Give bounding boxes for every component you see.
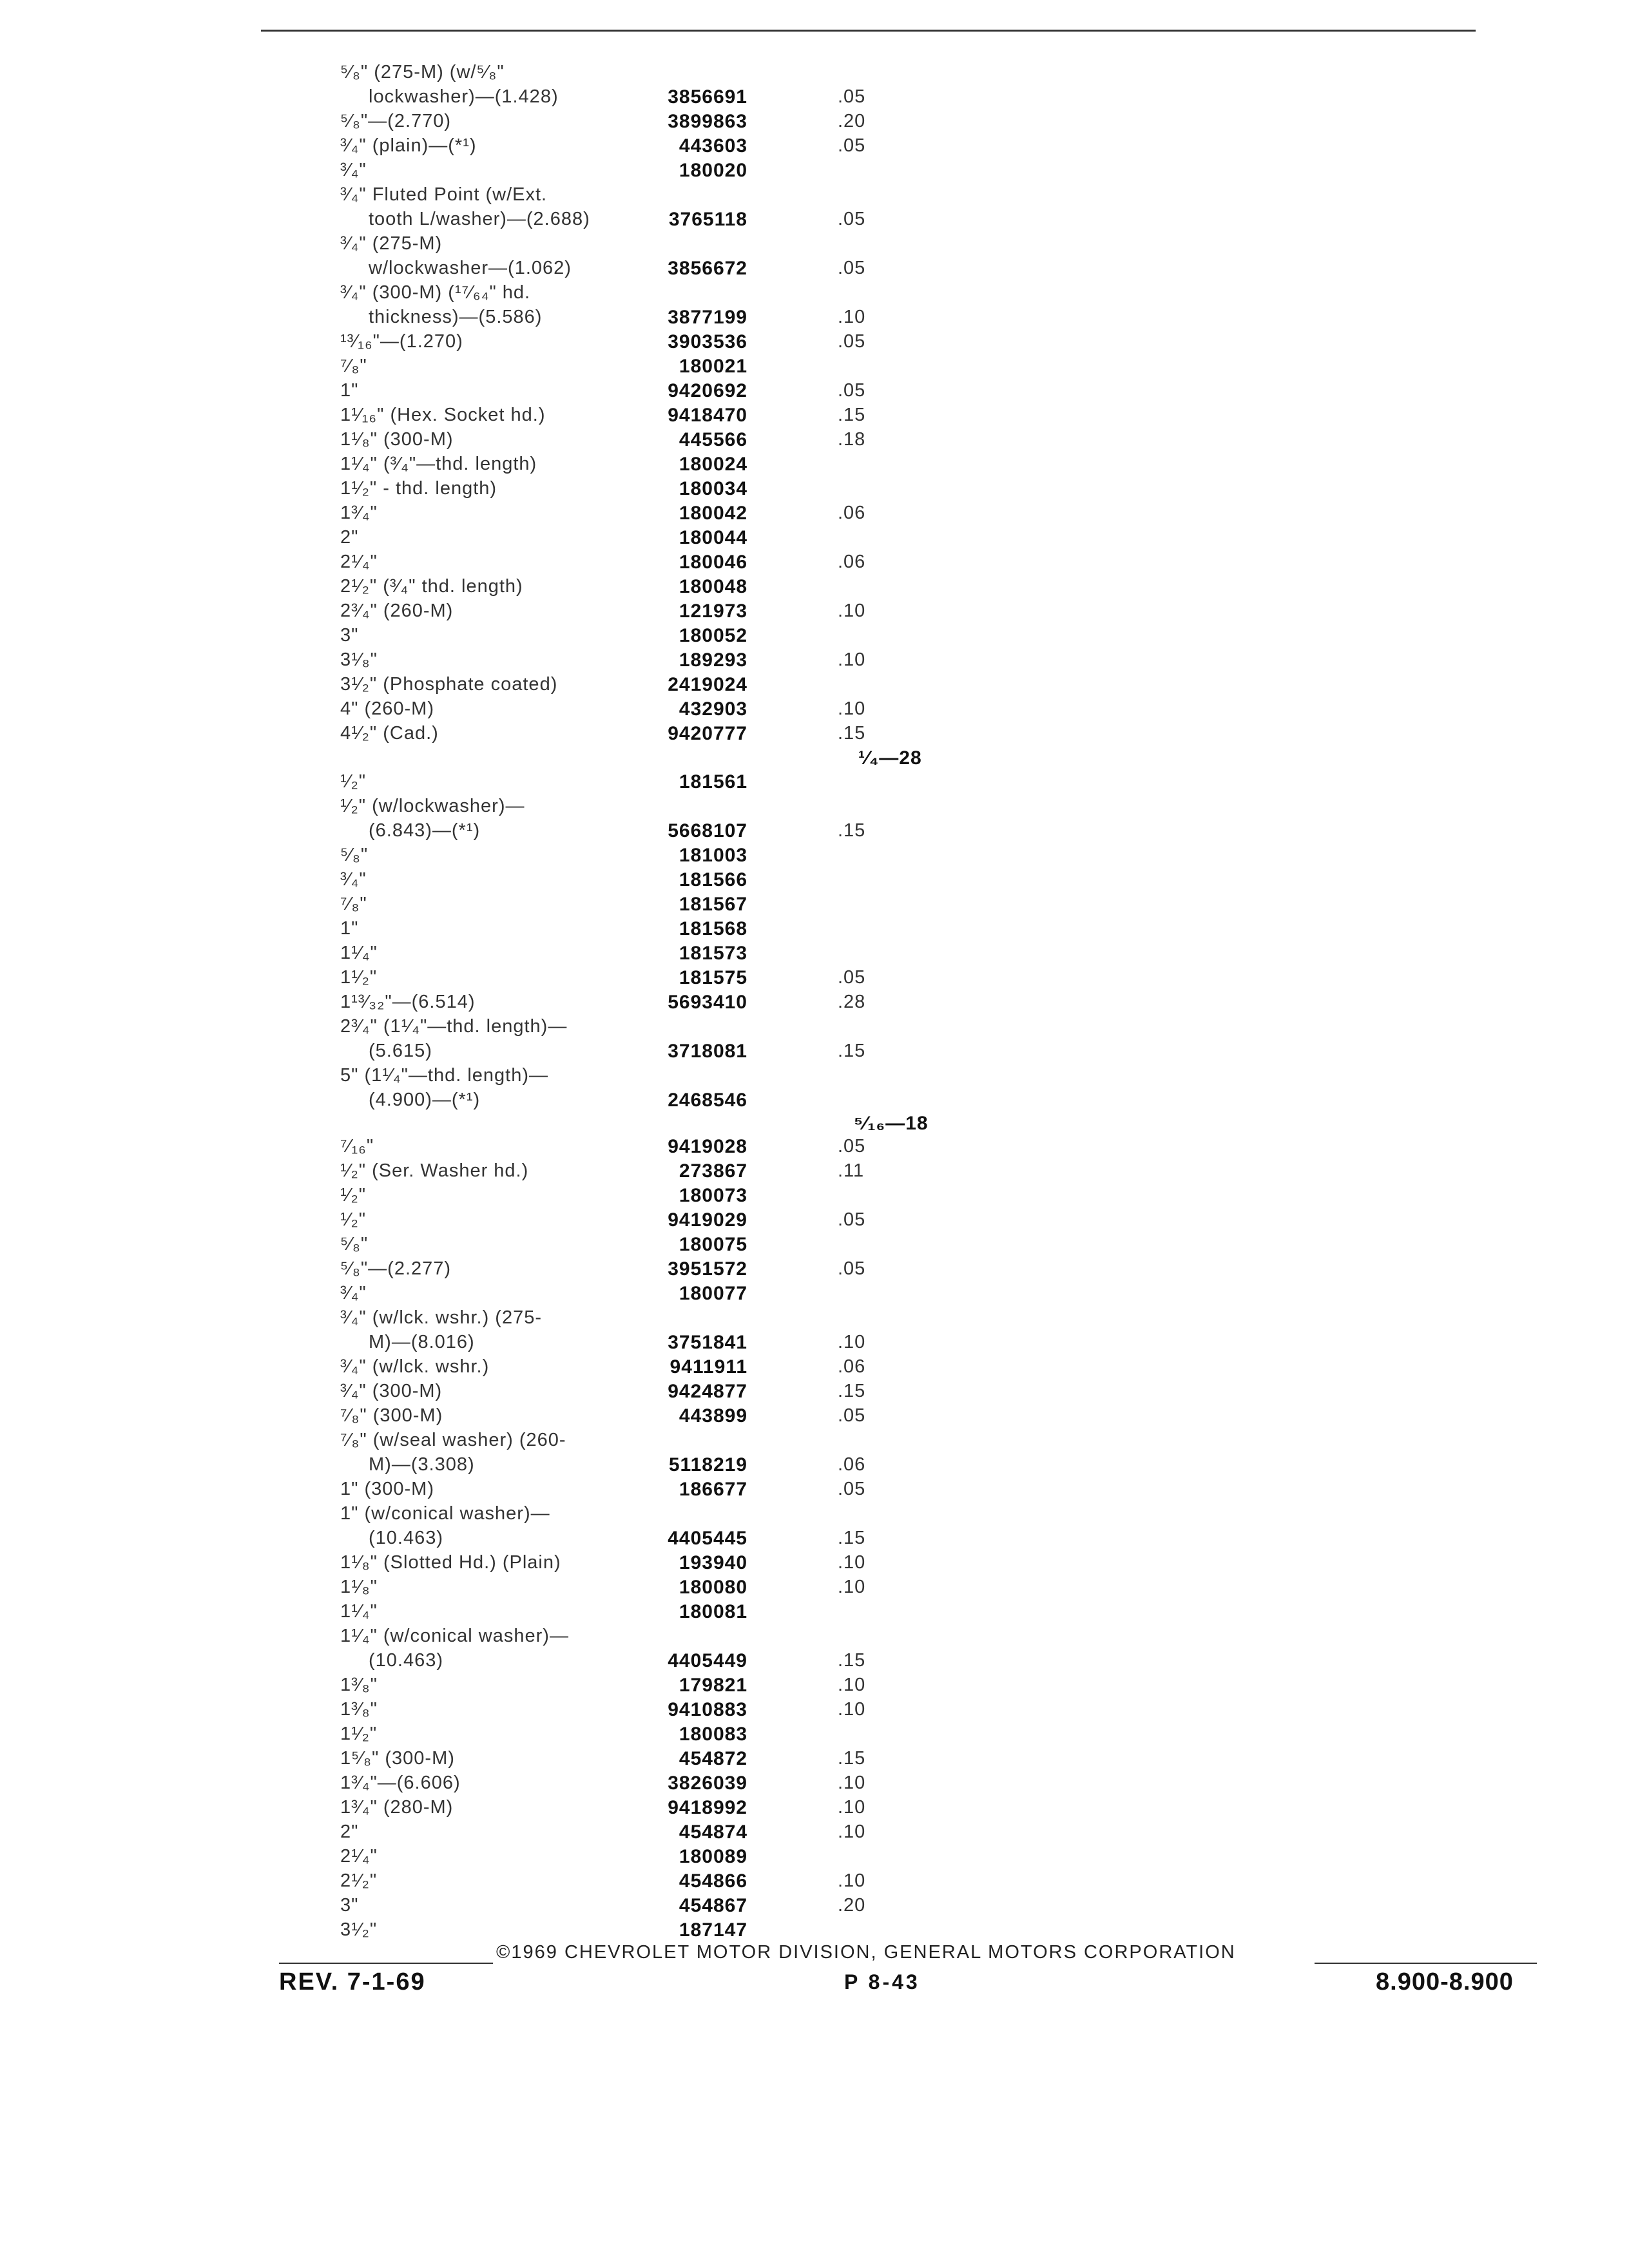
- table-row: [0, 184, 1629, 209]
- part-quantity: .20: [838, 1895, 866, 1916]
- part-quantity: .10: [838, 1675, 866, 1695]
- section-heading-five-sixteenths-18: ⁵⁄₁₆—18: [854, 1113, 929, 1134]
- part-number: 4405449: [668, 1650, 747, 1671]
- part-description: ³⁄₄" (300-M): [340, 1381, 443, 1401]
- part-quantity: .15: [838, 723, 866, 744]
- table-row: [0, 771, 1629, 796]
- part-description: 2¹⁄₂" (³⁄₄" thd. length): [340, 576, 523, 597]
- part-quantity: .18: [838, 429, 866, 450]
- part-quantity: .05: [838, 1258, 866, 1279]
- part-quantity: .05: [838, 135, 866, 156]
- part-description: 1¹³⁄₃₂"—(6.514): [340, 992, 476, 1012]
- table-row: [0, 1577, 1629, 1601]
- part-description: M)—(8.016): [369, 1332, 475, 1352]
- page-number: P 8-43: [844, 1970, 920, 1994]
- table-row: [0, 1626, 1629, 1650]
- part-number: 443603: [679, 135, 747, 157]
- table-row: [0, 307, 1629, 331]
- part-quantity: .15: [838, 820, 866, 841]
- part-description: ³⁄₄" (plain)—(*¹): [340, 135, 477, 156]
- table-row: [0, 1724, 1629, 1748]
- part-quantity: .05: [838, 967, 866, 988]
- part-description: 5" (1¹⁄₄"—thd. length)—: [340, 1065, 548, 1086]
- part-quantity: .05: [838, 1209, 866, 1230]
- part-number: 181003: [679, 845, 747, 866]
- part-description: 1³⁄₈": [340, 1675, 378, 1695]
- part-quantity: .05: [838, 1136, 866, 1157]
- part-number: 179821: [679, 1675, 747, 1696]
- part-description: 1¹⁄₄": [340, 943, 378, 963]
- table-row: [0, 869, 1629, 894]
- part-description: ³⁄₄" Fluted Point (w/Ext.: [340, 184, 548, 205]
- table-row: [0, 1895, 1629, 1919]
- part-number: 187147: [679, 1919, 747, 1941]
- table-row: [0, 723, 1629, 747]
- table-row: [0, 820, 1629, 845]
- table-row: [0, 1283, 1629, 1307]
- part-number: 454872: [679, 1748, 747, 1769]
- table-row: [0, 1160, 1629, 1185]
- part-number: 193940: [679, 1552, 747, 1573]
- part-number: 4405445: [668, 1528, 747, 1549]
- part-description: 3¹⁄₂": [340, 1919, 378, 1940]
- part-number: 180080: [679, 1577, 747, 1598]
- part-quantity: .10: [838, 649, 866, 670]
- part-quantity: .11: [838, 1160, 865, 1181]
- part-number: 443899: [679, 1405, 747, 1427]
- table-row: [0, 135, 1629, 160]
- table-row: [0, 1528, 1629, 1552]
- part-quantity: .06: [838, 552, 866, 572]
- part-quantity: .05: [838, 209, 866, 229]
- table-row: [0, 454, 1629, 478]
- part-number: 9420777: [668, 723, 747, 744]
- part-number: 3899863: [668, 111, 747, 132]
- part-description: ⁵⁄₈"—(2.770): [340, 111, 452, 131]
- part-quantity: .10: [838, 1552, 866, 1573]
- part-number: 3877199: [668, 307, 747, 328]
- table-row: [0, 674, 1629, 698]
- part-description: 1" (w/conical washer)—: [340, 1503, 550, 1524]
- table-row: [0, 1016, 1629, 1041]
- part-description: ⁷⁄₈" (300-M): [340, 1405, 443, 1426]
- part-description: 2¹⁄₄": [340, 1846, 378, 1867]
- part-number: 9418470: [668, 405, 747, 426]
- part-number: 3951572: [668, 1258, 747, 1280]
- part-number: 3765118: [668, 209, 747, 230]
- part-number: 180083: [679, 1724, 747, 1745]
- part-description: ³⁄₄" (300-M) (¹⁷⁄₆₄" hd.: [340, 282, 531, 303]
- part-number: 3751841: [668, 1332, 747, 1353]
- part-description: thickness)—(5.586): [369, 307, 543, 327]
- part-quantity: .15: [838, 1650, 866, 1671]
- table-row: [0, 1870, 1629, 1895]
- table-row: [0, 1650, 1629, 1675]
- part-quantity: .15: [838, 1528, 866, 1548]
- table-row: [0, 1405, 1629, 1430]
- table-row: [0, 1919, 1629, 1944]
- part-description: ³⁄₄": [340, 160, 367, 180]
- part-description: 1¹⁄₂" - thd. length): [340, 478, 497, 499]
- part-description: ¹⁄₂": [340, 771, 367, 792]
- part-description: ⁷⁄₁₆": [340, 1136, 374, 1157]
- part-number: 9420692: [668, 380, 747, 401]
- part-description: ⁷⁄₈": [340, 894, 367, 914]
- table-row: [0, 552, 1629, 576]
- part-number: 181566: [679, 869, 747, 890]
- part-number: 5668107: [668, 820, 747, 841]
- part-description: ³⁄₄" (275-M): [340, 233, 443, 254]
- part-number: 180048: [679, 576, 747, 597]
- table-row: [0, 1185, 1629, 1209]
- part-number: 5118219: [668, 1454, 747, 1475]
- part-quantity: .10: [838, 698, 866, 719]
- part-number: 454866: [679, 1870, 747, 1892]
- part-description: 1": [340, 918, 359, 939]
- part-description: 1": [340, 380, 359, 401]
- part-description: ¹⁄₂": [340, 1185, 367, 1206]
- table-row: [0, 1821, 1629, 1846]
- part-number: 9419028: [668, 1136, 747, 1157]
- part-description: 2³⁄₄" (260-M): [340, 601, 454, 621]
- part-number: 180081: [679, 1601, 747, 1622]
- part-description: ¹³⁄₁₆"—(1.270): [340, 331, 463, 352]
- part-quantity: .15: [838, 1381, 866, 1401]
- table-row: [0, 1065, 1629, 1090]
- part-number: 181573: [679, 943, 747, 964]
- table-row: [0, 1136, 1629, 1160]
- part-number: 180044: [679, 527, 747, 548]
- part-description: 1¹⁄₂": [340, 1724, 378, 1744]
- table-row: [0, 796, 1629, 820]
- part-number: 181567: [679, 894, 747, 915]
- part-description: (10.463): [369, 1650, 444, 1671]
- part-description: ⁷⁄₈" (w/seal washer) (260-: [340, 1430, 566, 1450]
- part-quantity: .10: [838, 1797, 866, 1818]
- table-row: [0, 1479, 1629, 1503]
- part-description: 4¹⁄₂" (Cad.): [340, 723, 439, 744]
- part-quantity: .10: [838, 307, 866, 327]
- part-description: (4.900)—(*¹): [369, 1090, 481, 1110]
- part-number: 2468546: [668, 1090, 747, 1111]
- part-description: (6.843)—(*¹): [369, 820, 481, 841]
- part-number: 180034: [679, 478, 747, 499]
- revision-date: REV. 7-1-69: [279, 1968, 426, 1995]
- part-quantity: .06: [838, 503, 866, 523]
- table-row: [0, 1041, 1629, 1065]
- part-description: ⁵⁄₈": [340, 845, 369, 865]
- table-row: [0, 1601, 1629, 1626]
- table-row: [0, 1699, 1629, 1724]
- part-description: ¹⁄₂" (w/lockwasher)—: [340, 796, 525, 816]
- table-row: [0, 649, 1629, 674]
- table-row: [0, 1773, 1629, 1797]
- part-description: 1¹⁄₄": [340, 1601, 378, 1622]
- part-description: 3¹⁄₈": [340, 649, 378, 670]
- footer-rule-right: [1315, 1963, 1537, 1964]
- part-quantity: .05: [838, 1479, 866, 1499]
- table-row: [0, 1552, 1629, 1577]
- part-number: 180052: [679, 625, 747, 646]
- part-number: 180075: [679, 1234, 747, 1255]
- table-row: [0, 894, 1629, 918]
- part-description: ⁵⁄₈" (275-M) (w/⁵⁄₈": [340, 62, 505, 82]
- table-row: [0, 1332, 1629, 1356]
- part-quantity: .28: [838, 992, 866, 1012]
- part-number: 180021: [679, 356, 747, 377]
- table-row: [0, 625, 1629, 649]
- part-number: 3856691: [668, 86, 747, 108]
- table-row: [0, 1090, 1629, 1114]
- table-row: [0, 478, 1629, 503]
- part-number: 445566: [679, 429, 747, 450]
- part-description: ³⁄₄" (w/lck. wshr.) (275-: [340, 1307, 543, 1328]
- part-description: 4" (260-M): [340, 698, 434, 719]
- part-description: 1¹⁄₈": [340, 1577, 378, 1597]
- table-row: [0, 1748, 1629, 1773]
- table-row: [0, 209, 1629, 233]
- part-quantity: .05: [838, 258, 866, 278]
- part-quantity: .10: [838, 1332, 866, 1352]
- part-quantity: .05: [838, 86, 866, 107]
- part-number: 180077: [679, 1283, 747, 1304]
- part-number: 273867: [679, 1160, 747, 1182]
- table-row: [0, 62, 1629, 86]
- group-range: 8.900-8.900: [1376, 1968, 1514, 1995]
- table-row: [0, 918, 1629, 943]
- table-row: [0, 380, 1629, 405]
- table-row: [0, 258, 1629, 282]
- part-number: 9411911: [670, 1356, 747, 1378]
- part-number: 9410883: [668, 1699, 747, 1720]
- part-description: 1³⁄₄"—(6.606): [340, 1773, 461, 1793]
- part-description: 1¹⁄₄" (w/conical washer)—: [340, 1626, 569, 1646]
- part-description: 1³⁄₄": [340, 503, 378, 523]
- table-row: [0, 1846, 1629, 1870]
- table-row: [0, 1430, 1629, 1454]
- table-row: [0, 1209, 1629, 1234]
- table-row: [0, 1356, 1629, 1381]
- part-quantity: .06: [838, 1356, 866, 1377]
- part-quantity: .10: [838, 1870, 866, 1891]
- part-number: 180020: [679, 160, 747, 181]
- part-number: 3826039: [668, 1773, 747, 1794]
- table-row: [0, 405, 1629, 429]
- part-number: 9424877: [668, 1381, 747, 1402]
- part-number: 180046: [679, 552, 747, 573]
- part-number: 3903536: [668, 331, 747, 352]
- part-number: 180073: [679, 1185, 747, 1206]
- part-number: 454874: [679, 1821, 747, 1843]
- part-description: 1" (300-M): [340, 1479, 434, 1499]
- table-row: [0, 845, 1629, 869]
- part-quantity: .10: [838, 1773, 866, 1793]
- table-row: [0, 527, 1629, 552]
- part-number: 121973: [679, 601, 747, 622]
- part-quantity: .20: [838, 111, 866, 131]
- part-description: w/lockwasher—(1.062): [369, 258, 572, 278]
- table-row: [0, 1503, 1629, 1528]
- part-description: (10.463): [369, 1528, 444, 1548]
- part-description: 2": [340, 527, 359, 548]
- part-number: 180089: [679, 1846, 747, 1867]
- part-description: 2¹⁄₄": [340, 552, 378, 572]
- part-description: ¹⁄₂": [340, 1209, 367, 1230]
- part-quantity: .06: [838, 1454, 866, 1475]
- part-quantity: .05: [838, 380, 866, 401]
- copyright-notice: ©1969 CHEVROLET MOTOR DIVISION, GENERAL MOTORS CORPORATION: [496, 1942, 1236, 1963]
- table-row: [0, 1381, 1629, 1405]
- part-number: 2419024: [668, 674, 747, 695]
- part-description: 1¹⁄₂": [340, 967, 378, 988]
- part-number: 9419029: [668, 1209, 747, 1231]
- part-number: 3718081: [668, 1041, 747, 1062]
- part-quantity: .15: [838, 405, 866, 425]
- section-heading-quarter-28: ¹⁄₄—28: [858, 747, 922, 769]
- part-description: ³⁄₄": [340, 1283, 367, 1303]
- part-number: 180024: [679, 454, 747, 475]
- part-number: 189293: [679, 649, 747, 671]
- part-description: ⁷⁄₈": [340, 356, 367, 376]
- table-row: [0, 282, 1629, 307]
- table-row: [0, 356, 1629, 380]
- part-quantity: .15: [838, 1041, 866, 1061]
- table-row: [0, 601, 1629, 625]
- part-description: ³⁄₄": [340, 869, 367, 890]
- table-row: [0, 1234, 1629, 1258]
- table-row: [0, 943, 1629, 967]
- part-description: 2¹⁄₂": [340, 1870, 378, 1891]
- table-row: [0, 698, 1629, 723]
- table-row: [0, 967, 1629, 992]
- part-number: 5693410: [668, 992, 747, 1013]
- footer-rule-left: [279, 1963, 493, 1964]
- part-description: 1³⁄₄" (280-M): [340, 1797, 454, 1818]
- table-row: [0, 1258, 1629, 1283]
- part-quantity: .10: [838, 1577, 866, 1597]
- part-quantity: .05: [838, 1405, 866, 1426]
- part-description: ¹⁄₂" (Ser. Washer hd.): [340, 1160, 529, 1181]
- part-description: lockwasher)—(1.428): [369, 86, 559, 107]
- part-number: 432903: [679, 698, 747, 720]
- part-description: 1¹⁄₈" (300-M): [340, 429, 454, 450]
- part-description: tooth L/washer)—(2.688): [369, 209, 590, 229]
- part-description: 3": [340, 625, 359, 646]
- part-description: (5.615): [369, 1041, 432, 1061]
- part-description: 3": [340, 1895, 359, 1916]
- part-description: 1⁵⁄₈" (300-M): [340, 1748, 455, 1769]
- table-row: [0, 1675, 1629, 1699]
- table-row: [0, 1797, 1629, 1821]
- part-number: 186677: [679, 1479, 747, 1500]
- part-description: 1¹⁄₈" (Slotted Hd.) (Plain): [340, 1552, 561, 1573]
- part-quantity: .10: [838, 1699, 866, 1720]
- table-row: [0, 992, 1629, 1016]
- part-number: 180042: [679, 503, 747, 524]
- table-row: [0, 111, 1629, 135]
- part-quantity: .05: [838, 331, 866, 352]
- part-number: 181561: [679, 771, 747, 793]
- table-row: [0, 576, 1629, 601]
- part-description: ³⁄₄" (w/lck. wshr.): [340, 1356, 490, 1377]
- part-number: 181575: [679, 967, 747, 988]
- part-description: 1¹⁄₄" (³⁄₄"—thd. length): [340, 454, 537, 474]
- table-row: [0, 86, 1629, 111]
- table-row: [0, 429, 1629, 454]
- table-row: [0, 233, 1629, 258]
- part-number: 454867: [679, 1895, 747, 1916]
- part-description: ⁵⁄₈"—(2.277): [340, 1258, 452, 1279]
- part-quantity: .10: [838, 1821, 866, 1842]
- table-row: [0, 1307, 1629, 1332]
- table-row: [0, 331, 1629, 356]
- part-description: 2³⁄₄" (1¹⁄₄"—thd. length)—: [340, 1016, 568, 1037]
- table-row: [0, 503, 1629, 527]
- part-description: 3¹⁄₂" (Phosphate coated): [340, 674, 558, 695]
- part-description: 1³⁄₈": [340, 1699, 378, 1720]
- part-description: 1¹⁄₁₆" (Hex. Socket hd.): [340, 405, 546, 425]
- part-description: M)—(3.308): [369, 1454, 475, 1475]
- part-description: 2": [340, 1821, 359, 1842]
- part-quantity: .10: [838, 601, 866, 621]
- part-number: 9418992: [668, 1797, 747, 1818]
- part-quantity: .15: [838, 1748, 866, 1769]
- table-row: [0, 1454, 1629, 1479]
- part-number: 181568: [679, 918, 747, 939]
- part-number: 3856672: [668, 258, 747, 279]
- part-description: ⁵⁄₈": [340, 1234, 369, 1254]
- table-row: [0, 160, 1629, 184]
